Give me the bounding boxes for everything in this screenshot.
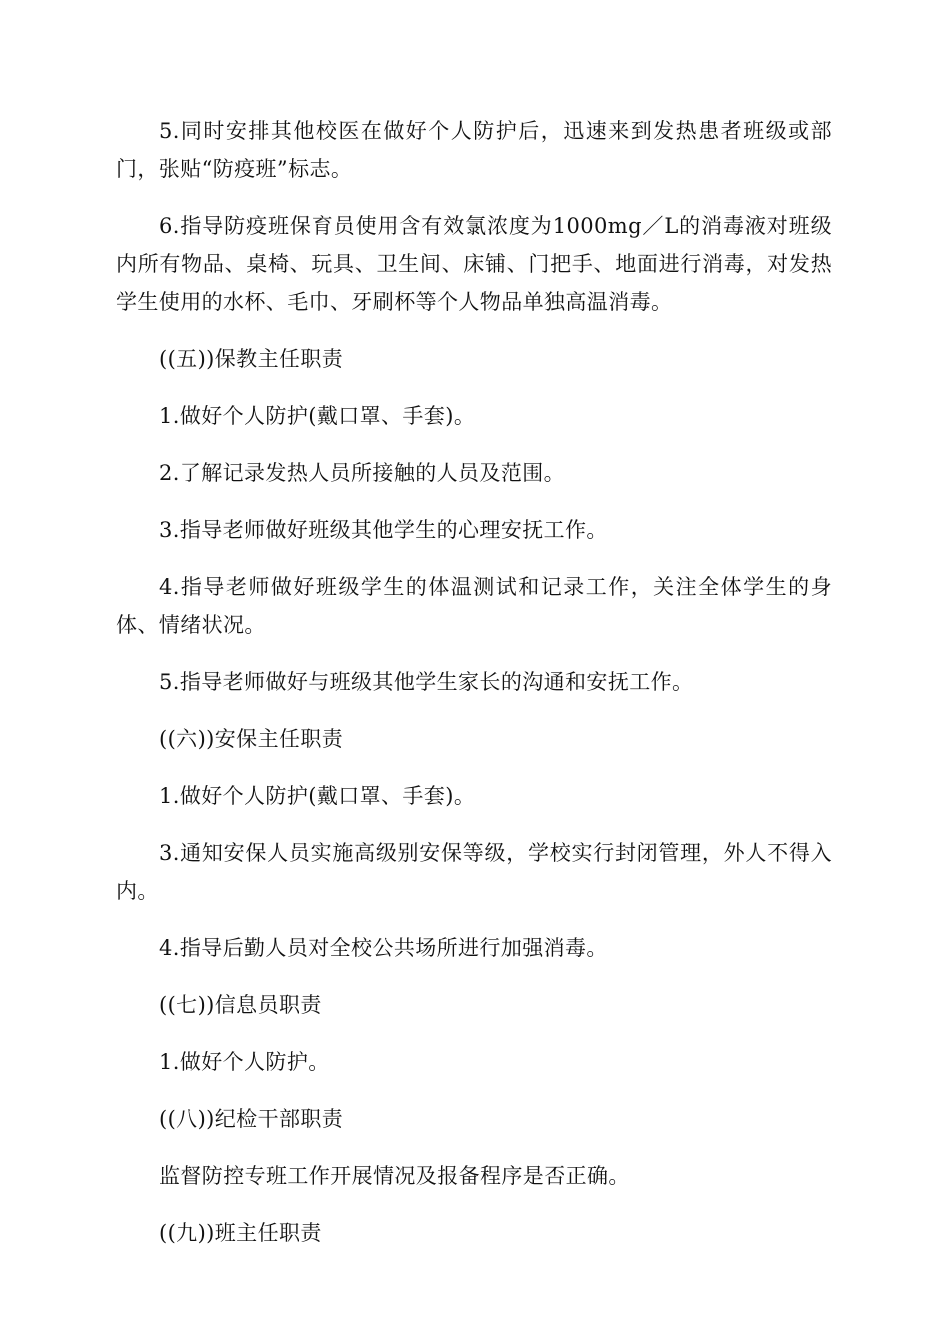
section-heading: ((六))安保主任职责: [159, 727, 344, 751]
paragraph: 3.指导老师做好班级其他学生的心理安抚工作。: [159, 518, 608, 542]
paragraph: 1.做好个人防护(戴口罩、手套)。: [159, 404, 476, 428]
paragraph: 1.做好个人防护(戴口罩、手套)。: [159, 784, 476, 808]
paragraph: 1.做好个人防护。: [159, 1050, 330, 1074]
section-heading: ((五))保教主任职责: [159, 347, 344, 371]
section-heading: ((七))信息员职责: [159, 993, 322, 1017]
paragraph: 5.同时安排其他校医在做好个人防护后，迅速来到发热患者班级或部门，张贴“防疫班”标志。: [116, 119, 832, 181]
paragraph: 6.指导防疫班保育员使用含有效氯浓度为1000mg／L的消毒液对班级内所有物品、桌椅、玩具、卫生间、床铺、门把手、地面进行消毒，对发热学生使用的水杯、毛巾、牙刷杯等个人物品单独高温消毒。: [116, 214, 832, 314]
section-heading: ((九))班主任职责: [159, 1221, 322, 1245]
paragraph: 5.指导老师做好与班级其他学生家长的沟通和安抚工作。: [159, 670, 694, 694]
paragraph: 4.指导老师做好班级学生的体温测试和记录工作，关注全体学生的身体、情绪状况。: [116, 575, 832, 637]
section-heading: ((八))纪检干部职责: [159, 1107, 344, 1131]
paragraph: 4.指导后勤人员对全校公共场所进行加强消毒。: [159, 936, 608, 960]
paragraph: 监督防控专班工作开展情况及报备程序是否正确。: [159, 1164, 630, 1188]
paragraph: 3.通知安保人员实施高级别安保等级，学校实行封闭管理，外人不得入内。: [116, 841, 832, 903]
paragraph: 2.了解记录发热人员所接触的人员及范围。: [159, 461, 566, 485]
document-body: [116, 112, 832, 1271]
